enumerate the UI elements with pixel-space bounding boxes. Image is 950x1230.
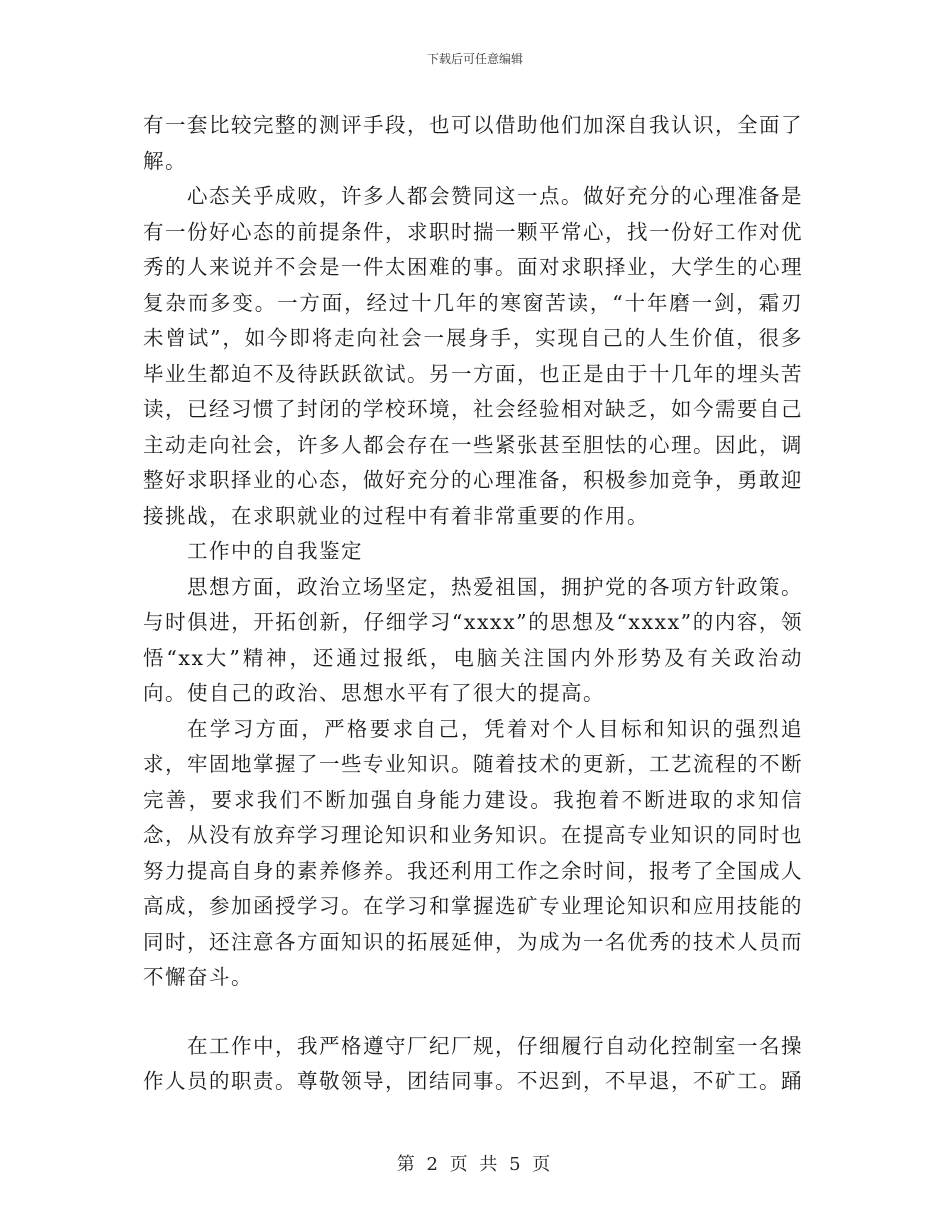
paragraph-5: 在工作中，我严格遵守厂纪厂规，仔细履行自动化控制室一名操作人员的职责。尊敬领导，团结同事。不迟到，不早退，不矿工。踊 [143,1033,803,1093]
section-heading: 工作中的自我鉴定 [187,539,363,563]
paragraph-4: 在学习方面，严格要求自己，凭着对个人目标和知识的强烈追求，牢固地掌握了一些专业知识。随着技术的更新，工艺流程的不断完善，要求我们不断加强自身能力建设。我抱着不断进取的求知信念，从没有放弃学习理论知识和业务知识。在提高专业知识的同时也努力提高自身的素养修养。我还利用工作之余时间，报考了全国成人高成，参加函授学习。在学习和掌握选矿专业理论知识和应用技能的同时，还注意各方面知识的拓展延伸，为成为一名优秀的技术人员而不懈奋斗。 [143,716,803,989]
page-header-note: 下载后可任意编辑 [426,52,523,66]
paragraph-3: 思想方面，政治立场坚定，热爱祖国，拥护党的各项方针政策。与时俱进，开拓创新，仔细学习“xxxx”的思想及“xxxx”的内容，领悟“xx大”精神，还通过报纸，电脑关注国内外形势及有关政治动向。使自己的政治、思想水平有了很大的提高。 [143,574,803,705]
paragraph-2: 心态关乎成败，许多人都会赞同这一点。做好充分的心理准备是有一份好心态的前提条件，求职时揣一颗平常心，找一份好工作对优秀的人来说并不会是一件太困难的事。面对求职择业，大学生的心理复杂而多变。一方面，经过十几年的寒窗苦读，“十年磨一剑，霜刃未曾试”，如今即将走向社会一展身手，实现自己的人生价值，很多毕业生都迫不及待跃跃欲试。另一方面，也正是由于十几年的埋头苦读，已经习惯了封闭的学校环境，社会经验相对缺乏，如今需要自己主动走向社会，许多人都会存在一些紧张甚至胆怯的心理。因此，调整好求职择业的心态，做好充分的心理准备，积极参加竞争，勇敢迎接挑战，在求职就业的过程中有着非常重要的作用。 [143,184,803,528]
document-body [143,108,803,1100]
paragraph-1: 有一套比较完整的测评手段，也可以借助他们加深自我认识，全面了解。 [143,113,803,173]
page-number-footer: 第 2 页 共 5 页 [396,1154,554,1175]
